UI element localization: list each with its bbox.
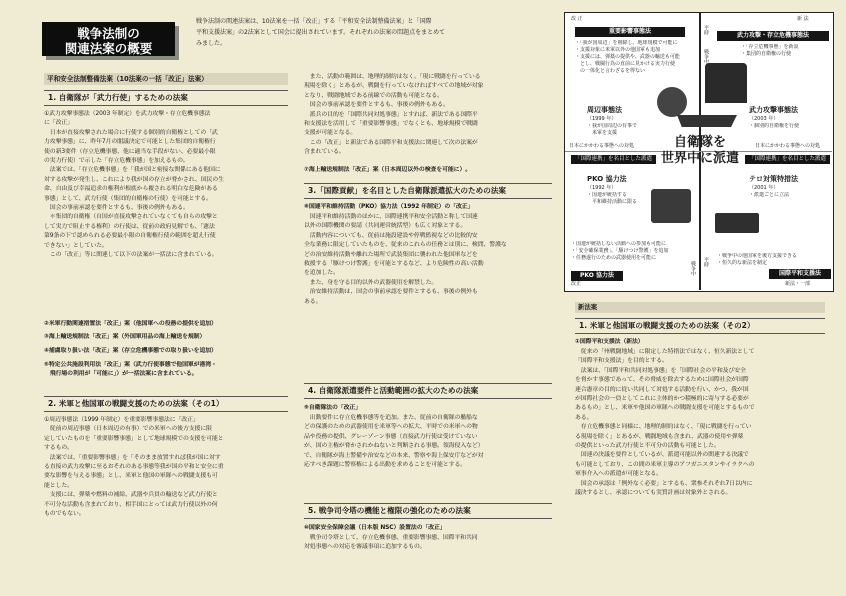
diagram-box-top-right: 武力攻撃・存立危機事態法 [717,31,829,41]
col2-top-bullet: ⑦海上輸送規制法「改正」案（日本周辺以外の検査を可能に）。 [304,167,472,173]
diagram-side-mark-2: 戦争中 [703,49,709,64]
col1-category-bar: 平和安全法制整備法案（10法案の一括「改正」法案） [44,73,288,85]
diagram-box-bottom-left: PKO 協力法 [571,271,623,281]
diagram-center-caption: 自衛隊を 世界中に派遣 [660,135,739,166]
diagram-side-mark-4: 戦争中 [690,261,696,276]
intro-text: 戦争法制の関連法案は、10法案を一括「改正」する「平和安全法制整備法案」と「国際 平和支援法案」の2法案として国会に提出されています。それぞれの法案の問題点をまとめて みました。 [196,18,446,47]
diagram-label-bottom-left: 改正 [571,281,582,287]
col2-section-4-text: 出動要件に存立危機事態等を追加。また、従前の自衛隊の艦船な どの保護のための武器使用を米軍等への拡大、平時での米軍への物 品や役務の提供、グレーゾーン事態（直接武力行使は受けていない が、国の主権が脅かされかねないと判断される事態。領海侵入など） で、自衛隊が海上警備や治安などの本来、警察や海上保安庁などが対 応すべき課題に警察権による出動を求めることを可能とする。 [304,415,484,469]
col2-section-3-heading: 3.「国際貢献」を名目とした自衛隊派遣拡大のための法案 [304,183,552,199]
diagram-side-mark-1: 平時 [703,25,709,35]
diagram-lower-right-text: ・派遣ごとに立法 [749,192,790,198]
col1-bullet-5: ⑤特定公共施設利用法「改正」案（武力行使事態で他国軍が港湾・ 飛行場の利用が「可能に」）が一括法案に含まれている。 [44,362,217,378]
diagram-band-right: 日本にかかわる事態への対処 [755,143,821,149]
diagram-mid-right-text: ・個別的自衛権を行使 [749,123,800,129]
diagram-text-bottom-left: ・国連が統括しない活動への参加も可能に ・「安全確保業務」、「駆けつけ警護」を追加 ・任務遂行のための武器使用を可能に [571,241,669,261]
col1-bullet-3: ③海上輸送規制法「改正」案（外国軍用品の海上輸送を規制） [44,334,206,340]
col3-section-heading: 1. 米軍と他国軍の戦闘支援のための法案（その2） [575,318,825,334]
diagram-text-top-right: ・「存立危機事態」を新設 ・集団的自衛権の行使 [741,44,799,57]
diagram-mid-left-name: 周辺事態法 [587,106,622,114]
title-line-2: 関連法案の概要 [64,41,153,56]
page-title [42,22,175,56]
diagram-panel [564,12,834,292]
col3-bullet: ①国際平和支援法（新法） [575,339,644,345]
warship-icon [677,107,737,127]
diagram-box-bottom-right: 国際平和支援法 [769,269,831,279]
diagram-mid-left-text: ・我が国周辺の有事で 米軍を支援 [587,123,638,136]
col1-section-1-heading: 1. 自衛隊が「武力行使」するための法案 [44,90,288,106]
diagram-lower-left-year: （1992 年） [587,185,617,191]
diagram-lower-left-name: PKO 協力法 [587,175,627,183]
col2-section-5-bullet: ⑩国家安全保障会議（日本版 NSC）設置法の「改正」 [304,525,446,531]
soldier-illustration-icon [705,63,747,103]
diagram-side-mark-3: 平時 [703,257,709,267]
diagram-lower-left-text: ・国連が統括する 平和維持活動に限る [587,192,638,205]
diagram-text-bottom-right: ・戦争中の他国軍を後方支援できる ・恒久的な新法を制定 [717,253,798,266]
diagram-lower-right-year: （2001 年） [749,185,779,191]
col2-section-5-heading: 5. 戦争司令塔の機能と権限の強化のための法案 [304,503,552,519]
diagram-box-top-left: 重要影響事態法 [575,27,685,37]
diagram-label-bottom-right: 新法・一部 [785,281,811,287]
diagram-lower-right-name: テロ対策特措法 [749,175,798,183]
col2-section-4-heading: 4. 自衛隊派遣要件と活動範囲の拡大のための法案 [304,383,552,399]
title-line-1: 戦争法制の [77,26,140,41]
diagram-pill-left: 「国際連携」を名目とした派遣 [571,155,656,164]
col1-bullet-2: ②米軍行動関連措置法「改正」案（他国軍への役務の提供を追加） [44,321,217,327]
col2-section-4-bullet: ⑨自衛隊法の「改正」 [304,405,362,411]
diagram-label-top-right: 新 法 [797,16,809,22]
col1-section-2-heading: 2. 米軍と他国軍の戦闘支援のための法案（その1） [44,396,288,412]
diagram-label-top-left: 改 正 [571,16,583,22]
globe-icon [657,87,687,117]
col3-text: 従来の「州戦闘地域」に限定した特措法ではなく、恒久新法として 「国際平和支援法」を目的とする。 法案は、「国際平和共同対処事態」を「国際社会の平和及び安全 を脅かす事態であって、その脅威を除去するために国際社会が国際 連合憲章の目的に従い共同して対処する活動を行い、かつ、我が国 が国際社会の一員としてこれに主体的かつ積極的に寄与する必要が あるもの」とし、米軍や他国の軍隊への戦闘支援を可能とするもので ある。 存立危機事態と同様に、地理的制約はなく、「現に戦闘を行ってい る現場を除く」とあるが、戦闘地域も含まれ、武器の使用や弾薬 の提供といった武力行使と不可分の活動も可能とした。 国連の決議を要件としているが、派遣可能以外の関連する決議で も可能としており、この間の米軍主導のアフガニスタンやイラクへの 軍事介入への派遣が可能となる。 国会の承認は「例外なく必要」とするも、衆参それぞれ7日以内に 議決するとし、承認についても実質計画は対象外とされる。 [575,349,755,497]
col3-category-bar: 新法案 [575,302,825,313]
col2-section-3-bullet: ⑧国連平和維持活動（PKO）協力法（1992 年制定）の「改正」 [304,204,474,210]
truck-icon [715,213,759,233]
col1-bullet-4: ④捕虜取り扱い法「改正」案（存立危機事態での取り扱いを追加） [44,348,217,354]
diagram-band-left: 日本にかかわる事態への対処 [569,143,635,149]
diagram-mid-right-name: 武力攻撃事態法 [749,106,798,114]
col2-section-5-text: 戦争司令塔として、存立危機事態、重要影響事態、国際平和共同 対処事態への対応を審議事項に追加するもの。 [304,535,478,551]
diagram-text-top-left: ・「我が国周辺」を削除し、地球規模で可能に ・支援対象に米軍以外の他国軍も追加 ・支援には、弾薬の提供や、武器の輸送も可能 とし、戦闘行為の直前に見かける実力行使 の一体化と言わざるを得ない [575,40,680,74]
col1-section-2-text: ①周辺事態法（1999 年制定）を重要影響事態法に「改正」 従前の周辺事態（日本周辺の有事）での米軍への後方支援に限 定していたものを「重要影響事態」として地球規模での支援を可能と するもの。 法案では、「重要影響事態」を「そのまま放置すれば我が国に対す る直接の武力攻撃に至るおそれのある事態等我が国の平和と安全に重 要な影響を与える事態」とし、米軍と他国の軍隊への戦闘支援も可 能とした。 支援には、弾薬や燃料の補給、武器や兵員の輸送など武力行使と 不可分な活動も含まれており、相手国にとっては武力行使以外の何 ものでもない。 [44,417,224,518]
soldier-patrol-icon [651,189,691,223]
diagram-mid-right-year: （2003 年） [749,116,779,122]
diagram-pill-right: 「国際連携」を名目とした派遣 [745,155,830,164]
col1-section-1-text: ①武力攻撃事態法（2003 年制定）を武力攻撃・存立危機事態法 に「改正」 日本が直接攻撃された場合に行使する個別的自衛権としての「武 力攻撃事態」に、昨年7月の閣議決定で可能とした集団的自衛権行 使の新3要件（存立危機事態、他に適当な手段がない、必要最小限 の実力行使）で示した「存立危機事態」を加えるもの。 法案では、「存立危機事態」を「我が国と密接な関係にある他国に 対する攻撃が発生し、これにより我が国の存立が脅かされ、国民の生 命、自由及び幸福追求の権利が根底から覆される明白な危険がある 事態」として、武力行使（集団的自衛権の行使）を可能とする。 国会の事前承認を要件とするも、事後の例外もある。 ＊集団的自衛権（自国が直接攻撃されていなくても自らの攻撃と して実力で阻止する権利）の行使は、従前の政府見解でも、「憲法 第9条の下で認められる必要最小限の自衛権行使の範囲を超え行使 できない」としていた。 この「改正」等に関連して以下の法案が一括法に含まれている。 [44,111,224,259]
col2-section-3-text: 国連平和維持活動のほかに、国際連携平和安全活動と称して国連 以外の国際機関の要請（共同運営統括型）も広く対象とする。 活動内容についても、従前は施設建設や停戦監視などの比較的安 全な業務に限定していたものを、従来のこれらの任務とは別に、検問、警護な どの治安維持活動や離れた場所で武装集団に襲われた他国軍などを 救援する「駆けつけ警護」を可能とするなど、より危険性の高い活動 を追加した。 また、身を守る目的以外の武器使用を解禁した。 治安維持活動は、国会の事前承認を要件とするも、事後の例外も ある。 [304,214,507,305]
col2-top-text: また、活動の範囲は、地理的制約はなく、「現に戦闘を行っている 現場を除く」とあるが、戦闘を行っていなければすべての地域が対象 となり、戦闘地域である前線での活動も可能となる。 国会の事前承認を要件とするも、事後の例外もある。 派兵の目的を「国際共同対処事態」とすれば、新法である国際平 和支援法を活用して「重要影響事態」でなくとも、地球規模で戦闘 支援が可能となる。 この「改正」と新法である国際平和支援法に関連して次の法案が 含まれている。 [304,74,484,156]
diagram-mid-left-year: （1999 年） [587,116,617,122]
